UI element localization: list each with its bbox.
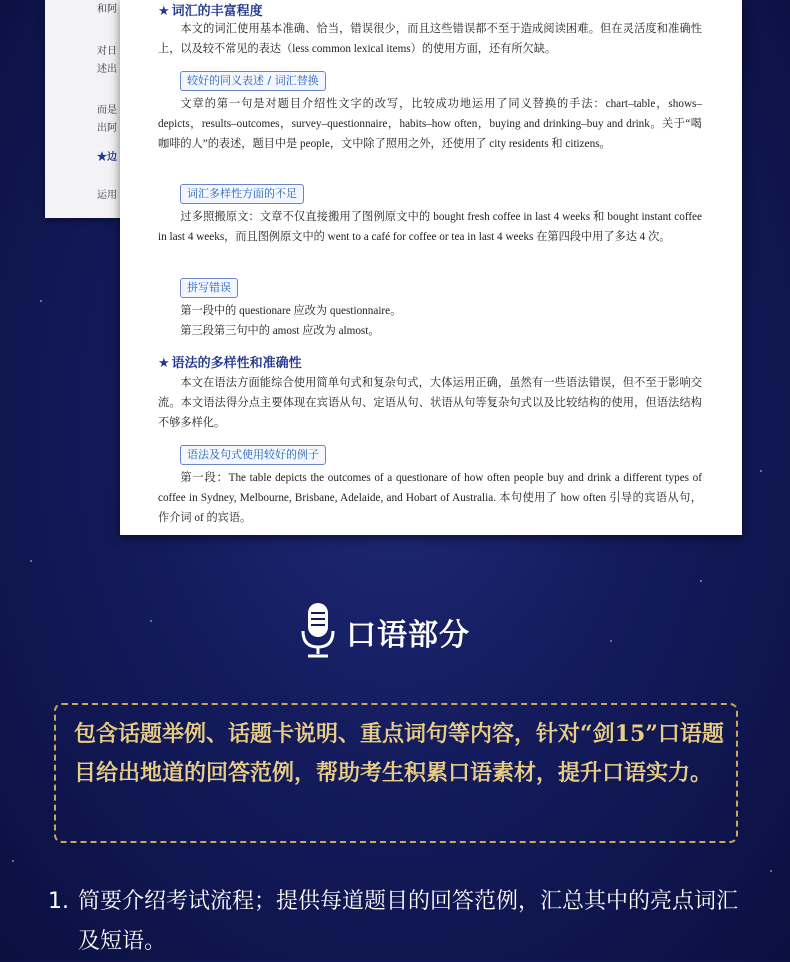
speaking-intro-text: 包含话题举例、话题卡说明、重点词句等内容，针对“剑15”口语题目给出地道的回答范例，帮助考生积累口语素材，提升口语实力。 [74, 721, 724, 786]
spelling-line: 第一段中的 questionare 应改为 questionnaire。 [180, 305, 402, 317]
synonyms-paragraph: 文章的第一句是对题目介绍性文字的改写，比较成功地运用了同义替换的手法：chart–table，shows–depicts，results–outcomes，survey–questionnaire，habits–how often，buying and drinking–buy and drink。关于“喝咖啡的人”的表述，题目中是 people，文中除了照用之外，还使用了 city residents 和 citizens。 [158, 98, 702, 150]
speaking-heading [300, 602, 470, 662]
star-icon: ★ [158, 356, 170, 371]
vocab-lacking-paragraph: 过多照搬原文：文章不仅直接搬用了图例原文中的 bought fresh coffee in last 4 weeks 和 bought instant coffee in last 4 weeks，而且图例原文中的 went to a café for coffee or tea in last 4 weeks 在第四段中用了多达 4 次。 [158, 211, 702, 243]
back-page-text: 和阿 [97, 4, 117, 15]
tag-spelling: 拼写错误 [180, 278, 238, 298]
back-page-text: 述出 [97, 64, 117, 75]
section-heading-grammar: ★ 语法的多样性和准确性 [158, 356, 302, 371]
section-heading-vocabulary: ★ 词汇的丰富程度 [158, 4, 263, 19]
tag-synonyms: 较好的同义表述 / 词汇替换 [180, 71, 326, 91]
speaking-title: 口语部分 [346, 618, 470, 653]
list-item-text: 简要介绍考试流程；提供每道题目的回答范例，汇总其中的亮点词汇及短语。 [78, 889, 739, 954]
microphone-icon [300, 601, 336, 663]
star-decoration [12, 860, 14, 862]
star-decoration [610, 640, 612, 642]
back-page-text: 运用 [97, 190, 117, 201]
speaking-intro-box [54, 703, 738, 843]
star-decoration [760, 470, 762, 472]
spelling-line: 第三段第三句中的 amost 应改为 almost。 [180, 325, 380, 337]
star-decoration [30, 560, 32, 562]
star-decoration [700, 580, 702, 582]
tag-grammar-example: 语法及句式使用较好的例子 [180, 445, 326, 465]
back-page-text: 而是 [97, 105, 117, 116]
back-page-text: ★边 [97, 152, 117, 163]
list-item-number: 1. [48, 889, 69, 914]
vocab-intro-paragraph: 本文的词汇使用基本准确、恰当，错误很少，而且这些错误都不至于造成阅读困难。但在灵活度和准确性上，以及较不常见的表达（less common lexical items）的使用方面，还有所欠缺。 [158, 23, 702, 55]
grammar-example-paragraph: 第一段：The table depicts the outcomes of a questionare of how often people buy and drink a different types of coffee in Sydney, Melbourne, Brisbane, Adelaide, and Hobart of Australia. 本句使用了 how often 引导的宾语从句，作介词 of 的宾语。 [158, 472, 702, 524]
star-decoration [40, 300, 42, 302]
grammar-intro-paragraph: 本文在语法方面能综合使用简单句式和复杂句式，大体运用正确，虽然有一些语法错误，但不至于影响交流。本文语法得分点主要体现在宾语从句、定语从句、状语从句等复杂句式以及比较结构的使用，但语法结构不够多样化。 [158, 377, 702, 429]
back-page-text: 出阿 [97, 123, 117, 134]
book-page [120, 0, 742, 535]
star-decoration [770, 870, 772, 872]
back-page-text: 对日 [97, 46, 117, 57]
star-icon: ★ [158, 4, 170, 19]
star-decoration [150, 620, 152, 622]
tag-vocab-lacking: 词汇多样性方面的不足 [180, 184, 304, 204]
